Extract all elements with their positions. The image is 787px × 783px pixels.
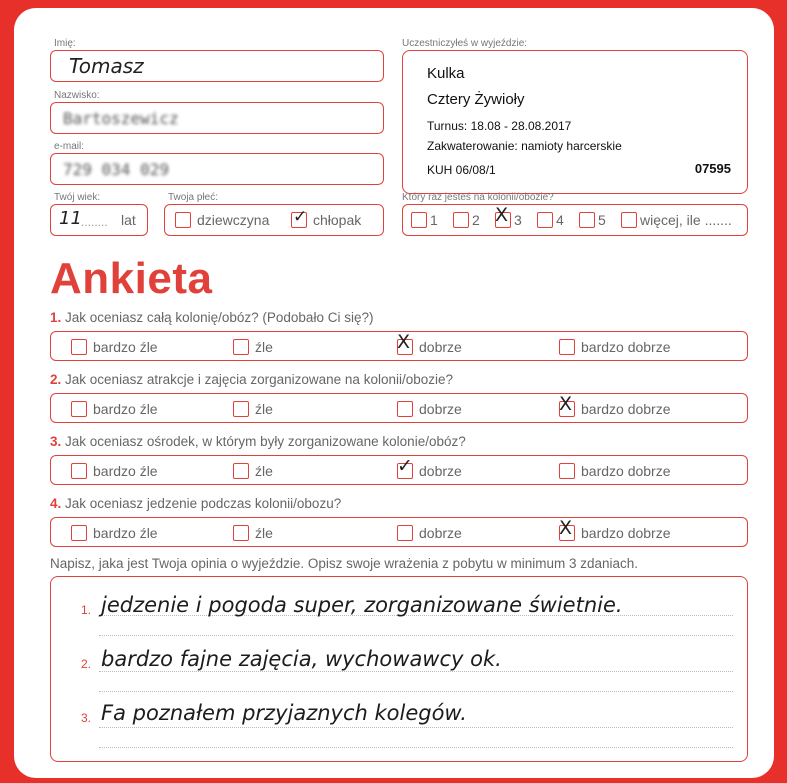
checkbox[interactable]: [559, 463, 575, 479]
question-4: 4. Jak oceniasz jedzenie podczas kolonii/obozu?: [50, 496, 342, 511]
attendance-label: Który raz jesteś na kolonii/obozie?: [402, 192, 554, 203]
checkbox[interactable]: [621, 212, 637, 228]
ruled-line: [99, 635, 733, 636]
opinion-line-2: bardzo fajne zajęcia, wychowawcy ok.: [101, 647, 502, 671]
survey-form: [14, 8, 774, 778]
attendance-field: [402, 204, 748, 236]
checkbox[interactable]: [71, 525, 87, 541]
q2-option-very-bad[interactable]: bardzo źle: [71, 400, 158, 417]
age-dots: ........: [81, 215, 108, 229]
q2-option-very-good[interactable]: X bardzo dobrze: [559, 393, 671, 418]
gender-field: [164, 204, 384, 236]
age-field[interactable]: [50, 204, 148, 236]
camp-line2: Cztery Żywioły: [427, 91, 525, 108]
gender-option-female[interactable]: dziewczyna: [175, 211, 269, 228]
q4-option-good[interactable]: dobrze: [397, 524, 462, 541]
q3-option-very-good[interactable]: bardzo dobrze: [559, 462, 671, 479]
checkbox[interactable]: [71, 339, 87, 355]
opinion-prompt: Napisz, jaka jest Twoja opinia o wyjeździe. Opisz swoje wrażenia z pobytu w minimum 3 zdaniach.: [50, 556, 639, 571]
attendance-option-3[interactable]: X 3: [495, 204, 522, 229]
gender-label: Twoja płeć:: [168, 192, 219, 203]
age-unit: lat: [121, 212, 136, 228]
name-label: Imię:: [54, 38, 76, 49]
ruled-line: [99, 691, 733, 692]
q3-option-very-bad[interactable]: bardzo źle: [71, 462, 158, 479]
checkbox[interactable]: [71, 401, 87, 417]
attendance-option-4[interactable]: 4: [537, 211, 564, 228]
checkbox[interactable]: [537, 212, 553, 228]
ruled-line: [99, 671, 733, 672]
q4-option-bad[interactable]: źle: [233, 524, 273, 541]
camp-number: 07595: [694, 161, 731, 176]
checkbox[interactable]: [233, 463, 249, 479]
answer-row-4: [50, 517, 748, 547]
attendance-option-2[interactable]: 2: [453, 211, 480, 228]
attendance-option-1[interactable]: 1: [411, 211, 438, 228]
opinion-line-1: jedzenie i pogoda super, zorganizowane świetnie.: [101, 593, 623, 617]
camp-line1: Kulka: [427, 65, 465, 82]
camp-card: [402, 50, 748, 194]
checkbox-checked[interactable]: X: [397, 339, 413, 355]
opinion-field[interactable]: [50, 576, 748, 762]
q2-option-good[interactable]: dobrze: [397, 400, 462, 417]
checkbox[interactable]: [453, 212, 469, 228]
question-2: 2. Jak oceniasz atrakcje i zajęcia zorganizowane na kolonii/obozie?: [50, 372, 454, 387]
ruled-line: [99, 747, 733, 748]
name-value: Tomasz: [69, 54, 144, 78]
q1-option-very-good[interactable]: bardzo dobrze: [559, 338, 671, 355]
name-field[interactable]: [50, 50, 384, 82]
q1-option-good[interactable]: X dobrze: [397, 331, 462, 356]
q1-option-very-bad[interactable]: bardzo źle: [71, 338, 158, 355]
checkbox[interactable]: [411, 212, 427, 228]
checkbox-checked[interactable]: X: [495, 212, 511, 228]
age-label: Twój wiek:: [54, 192, 101, 203]
surname-label: Nazwisko:: [54, 90, 100, 101]
q3-option-good[interactable]: ✓ dobrze: [397, 455, 462, 480]
email-value: 729 034 029: [63, 160, 169, 179]
camp-code: KUH 06/08/1: [427, 163, 496, 177]
ruled-line: [99, 727, 733, 728]
checkbox-checked[interactable]: ✓: [293, 207, 308, 228]
q4-option-very-bad[interactable]: bardzo źle: [71, 524, 158, 541]
checkbox[interactable]: [233, 401, 249, 417]
checkbox[interactable]: [233, 339, 249, 355]
attendance-option-more[interactable]: więcej, ile .......: [621, 211, 732, 228]
checkbox[interactable]: [579, 212, 595, 228]
email-label: e-mail:: [54, 141, 85, 152]
checkbox[interactable]: [397, 401, 413, 417]
surname-field[interactable]: [50, 102, 384, 134]
checkbox[interactable]: [233, 525, 249, 541]
checkbox[interactable]: [397, 525, 413, 541]
answer-row-2: [50, 393, 748, 423]
q2-option-bad[interactable]: źle: [233, 400, 273, 417]
opinion-line-3: Fa poznałem przyjaznych kolegów.: [101, 701, 467, 725]
accommodation: Zakwaterowanie: namioty harcerskie: [427, 139, 622, 153]
email-field[interactable]: [50, 153, 384, 185]
attendance-option-5[interactable]: 5: [579, 211, 606, 228]
surname-value: Bartoszewicz: [63, 109, 179, 128]
question-1: 1. Jak oceniasz całą kolonię/obóz? (Podobało Ci się?): [50, 310, 374, 325]
checkbox-checked[interactable]: X: [559, 525, 575, 541]
answer-row-3: [50, 455, 748, 485]
q4-option-very-good[interactable]: X bardzo dobrze: [559, 517, 671, 542]
checkbox-checked[interactable]: X: [559, 401, 575, 417]
opinion-line-number-3: 3.: [81, 711, 92, 725]
checkbox[interactable]: [175, 212, 191, 228]
opinion-line-number-1: 1.: [81, 603, 92, 617]
gender-option-male[interactable]: ✓ chłopak: [293, 207, 362, 229]
survey-title: Ankieta: [50, 254, 213, 303]
question-3: 3. Jak oceniasz ośrodek, w którym były zorganizowane kolonie/obóz?: [50, 434, 466, 449]
camp-label: Uczestniczyłeś w wyjeździe:: [402, 38, 528, 49]
age-value: 11: [59, 208, 82, 229]
checkbox-checked[interactable]: ✓: [397, 455, 413, 478]
q1-option-bad[interactable]: źle: [233, 338, 273, 355]
checkbox[interactable]: [71, 463, 87, 479]
answer-row-1: [50, 331, 748, 361]
q3-option-bad[interactable]: źle: [233, 462, 273, 479]
opinion-line-number-2: 2.: [81, 657, 92, 671]
checkbox[interactable]: [559, 339, 575, 355]
turnus: Turnus: 18.08 - 28.08.2017: [427, 119, 572, 133]
